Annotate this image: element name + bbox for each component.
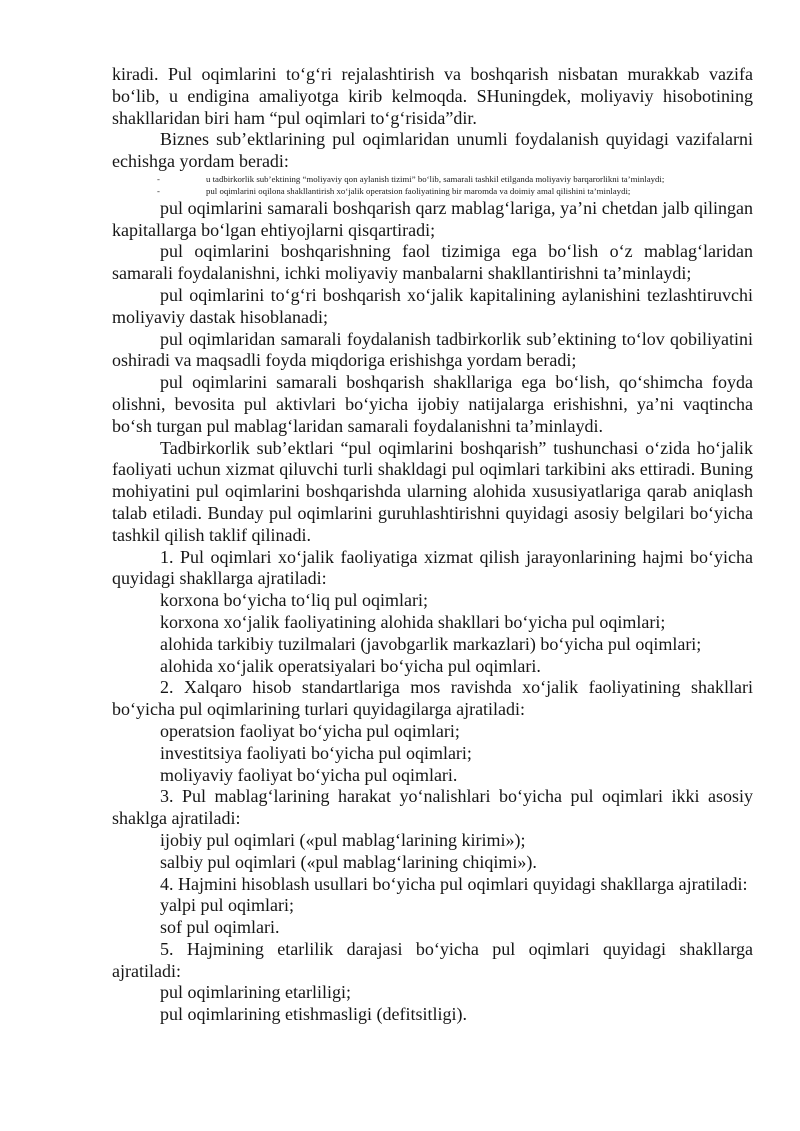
- bullet-dash-icon: -: [157, 173, 160, 184]
- paragraph: pul oqimlaridan samarali foydalanish tadbirkorlik sub’ektining to‘lov qobiliyatini oshiradi va maqsadli foyda miqdoriga erishishga yordam beradi;: [112, 328, 753, 371]
- list-line: salbiy pul oqimlari («pul mablag‘larining chiqimi»).: [160, 851, 537, 872]
- paragraph: pul oqimlarini samarali boshqarish qarz mablag‘lariga, ya’ni chetdan jalb qilingan kapitallarga bo‘lgan ehtiyojlarni qisqartiradi;: [112, 197, 753, 240]
- list-line: pul oqimlarining etishmasligi (defitsitligi).: [160, 1004, 467, 1025]
- paragraph: 1. Pul oqimlari xo‘jalik faoliyatiga xizmat qilish jarayonlarining hajmi bo‘yicha quyidagi shakllarga ajratiladi:: [112, 546, 753, 589]
- document-body: [112, 64, 753, 1026]
- footnote-bullet: [112, 185, 753, 197]
- paragraph: 3. Pul mablag‘larining harakat yo‘nalishlari bo‘yicha pul oqimlari ikki asosiy shaklga ajratiladi:: [112, 786, 753, 829]
- paragraph: 2. Xalqaro hisob standartlariga mos ravishda xo‘jalik faoliyatining shakllari bo‘yicha pul oqimlarining turlari quyidagilarga ajratiladi:: [112, 677, 753, 720]
- paragraph: kiradi. Pul oqimlarini to‘g‘ri rejalashtirish va boshqarish nisbatan murakkab vazifa bo‘lib, u endigina amaliyotga kirib kelmoqda. SHuningdek, moliyaviy hisobotining shakllaridan biri ham “pul oqimlari to‘g‘risida”dir.: [112, 64, 753, 128]
- bullet-dash-icon: -: [157, 186, 160, 197]
- list-line: ijobiy pul oqimlari («pul mablag‘larining kirimi»);: [160, 829, 526, 850]
- paragraph: Biznes sub’ektlarining pul oqimlaridan unumli foydalanish quyidagi vazifalarni echishga yordam beradi:: [112, 129, 753, 172]
- paragraph: pul oqimlarini samarali boshqarish shakllariga ega bo‘lish, qo‘shimcha foyda olishni, bevosita pul aktivlari bo‘yicha ijobiy natijalarga erishishni, ya’ni vaqtincha bo‘sh turgan pul mablag‘laridan samarali foydalanishni ta’minlaydi.: [112, 372, 753, 436]
- footnote-bullet: [112, 173, 753, 185]
- list-line: korxona xo‘jalik faoliyatining alohida shakllari bo‘yicha pul oqimlari;: [160, 611, 666, 632]
- footnote-bullet-text: u tadbirkorlik sub’ektining “moliyaviy qon aylanish tizimi” bo‘lib, samarali tashkil etilganda moliyaviy barqarorlikni ta’minlaydi;: [206, 173, 665, 184]
- list-line: korxona bo‘yicha to‘liq pul oqimlari;: [160, 590, 428, 611]
- paragraph: 5. Hajmining etarlilik darajasi bo‘yicha pul oqimlari quyidagi shakllarga ajratiladi:: [112, 938, 753, 981]
- list-line: investitsiya faoliyati bo‘yicha pul oqimlari;: [160, 742, 472, 763]
- list-line: sof pul oqimlari.: [160, 917, 280, 938]
- list-line: alohida tarkibiy tuzilmalari (javobgarlik markazlari) bo‘yicha pul oqimlari;: [160, 633, 702, 654]
- list-line: moliyaviy faoliyat bo‘yicha pul oqimlari.: [160, 764, 458, 785]
- list-line: alohida xo‘jalik operatsiyalari bo‘yicha pul oqimlari.: [160, 655, 541, 676]
- footnote-bullet-text: pul oqimlarini oqilona shakllantirish xo‘jalik operatsion faoliyatining bir maromda va doimiy amal qilishini ta’minlaydi;: [206, 186, 631, 197]
- paragraph: 4. Hajmini hisoblash usullari bo‘yicha pul oqimlari quyidagi shakllarga ajratiladi:: [160, 873, 748, 894]
- paragraph: pul oqimlarini boshqarishning faol tizimiga ega bo‘lish o‘z mablag‘laridan samarali foydalanishni, ichki moliyaviy manbalarni shakllantirishni ta’minlaydi;: [112, 241, 753, 284]
- list-line: operatsion faoliyat bo‘yicha pul oqimlari;: [160, 720, 460, 741]
- list-line: pul oqimlarining etarliligi;: [160, 982, 351, 1003]
- paragraph: Tadbirkorlik sub’ektlari “pul oqimlarini boshqarish” tushunchasi o‘zida ho‘jalik faoliyati uchun xizmat qiluvchi turli shakldagi pul oqimlari tarkibini aks ettiradi. Buning mohiyatini pul oqimlarini boshqarishda ularning alohida xususiyatlariga qarab aniqlash talab etiladi. Bunday pul oqimlarini guruhlashtirishni quyidagi asosiy belgilari bo‘yicha tashkil qilish taklif qilinadi.: [112, 437, 753, 545]
- paragraph: pul oqimlarini to‘g‘ri boshqarish xo‘jalik kapitalining aylanishini tezlashtiruvchi moliyaviy dastak hisoblanadi;: [112, 284, 753, 327]
- list-line: yalpi pul oqimlari;: [160, 895, 294, 916]
